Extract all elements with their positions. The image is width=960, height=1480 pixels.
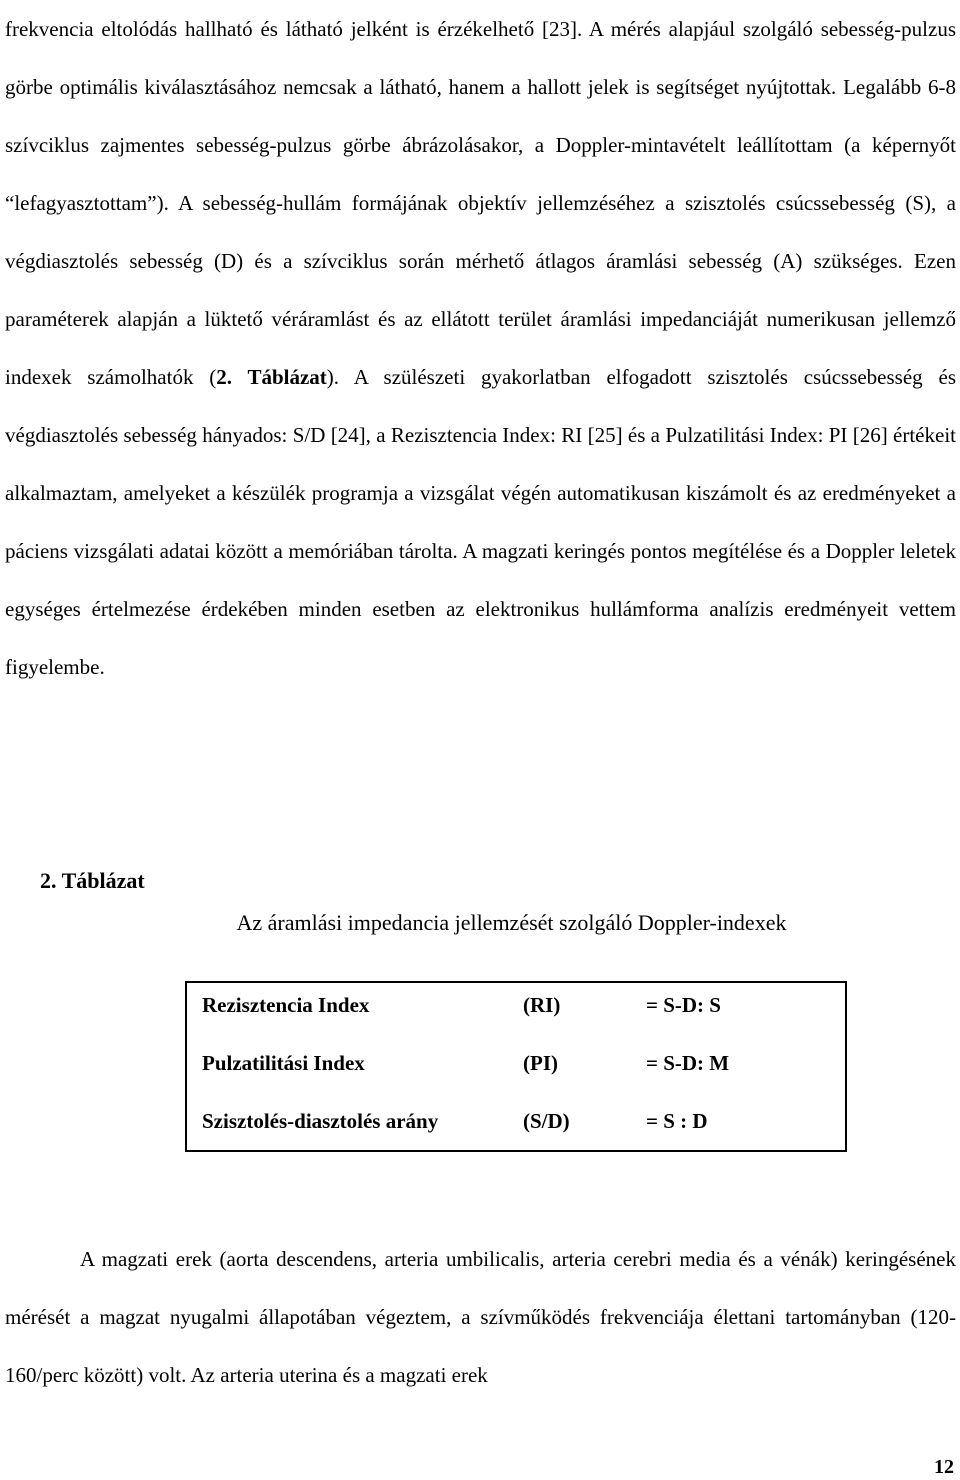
index-name: Rezisztencia Index xyxy=(202,993,370,1017)
body-paragraph-1 xyxy=(5,0,956,696)
index-name: Szisztolés-diasztolés arány xyxy=(202,1109,439,1133)
body-paragraph-2: A magzati erek (aorta descendens, arteria umbilicalis, arteria cerebri media és a vénák) keringésének mérését a magzat nyugalmi állapotában végeztem, a szívműködés frekvenciája élettani tartományban (120-160/perc között) volt. Az arteria uterina és a magzati erek xyxy=(5,1247,956,1387)
index-formula: = S : D xyxy=(646,1109,708,1133)
index-abbreviation: (RI) xyxy=(523,993,561,1017)
index-abbreviation: (PI) xyxy=(523,1051,558,1075)
index-formula: = S-D: S xyxy=(646,993,721,1017)
page-number: 12 xyxy=(934,1456,954,1478)
index-abbreviation: (S/D) xyxy=(523,1109,570,1133)
index-name: Pulzatilitási Index xyxy=(202,1051,365,1075)
doppler-index-table xyxy=(185,981,847,1152)
paragraph-text: ). A szülészeti gyakorlatban elfogadott szisztolés csúcssebesség és végdiasztolés sebesség hányados: S/D [24], a Rezisztencia Index: RI [25] és a Pulzatilitási Index: PI [26] értékeit alkalmaztam, amelyeket a készülék programja a vizsgálat végén automatikusan kiszámolt és az eredményeket a páciens vizsgálati adatai között a memóriában tárolta. A magzati keringés pontos megítélése és a Doppler leletek egységes értelmezése érdekében minden esetben az elektronikus hullámforma analízis eredményeit vettem figyelembe. xyxy=(5,365,956,679)
paragraph-text: frekvencia eltolódás hallható és látható jelként is érzékelhető [23]. A mérés alapjául szolgáló sebesség-pulzus görbe optimális kiválasztásához nemcsak a látható, hanem a hallott jelek is segítséget nyújtottak. Legalább 6-8 szívciklus zajmentes sebesség-pulzus görbe ábrázolásakor, a Doppler-mintavételt leállítottam (a képernyőt “lefagyasztottam”). A sebesség-hullám formájának objektív jellemzéséhez a szisztolés csúcssebesség (S), a végdiasztolés sebesség (D) és a szívciklus során mérhető átlagos áramlási sebesség (A) szükséges. Ezen paraméterek alapján a lüktető véráramlást és az ellátott terület áramlási impedanciáját numerikusan jellemző indexek számolhatók ( xyxy=(5,17,956,389)
table-row xyxy=(187,1109,845,1149)
table-row xyxy=(187,993,845,1033)
table-label: 2. Táblázat xyxy=(40,868,145,893)
index-formula: = S-D: M xyxy=(646,1051,730,1075)
table-row xyxy=(187,1051,845,1091)
table-caption: Az áramlási impedancia jellemzését szolgáló Doppler-indexek xyxy=(236,910,787,935)
table-reference: 2. Táblázat xyxy=(216,365,327,389)
